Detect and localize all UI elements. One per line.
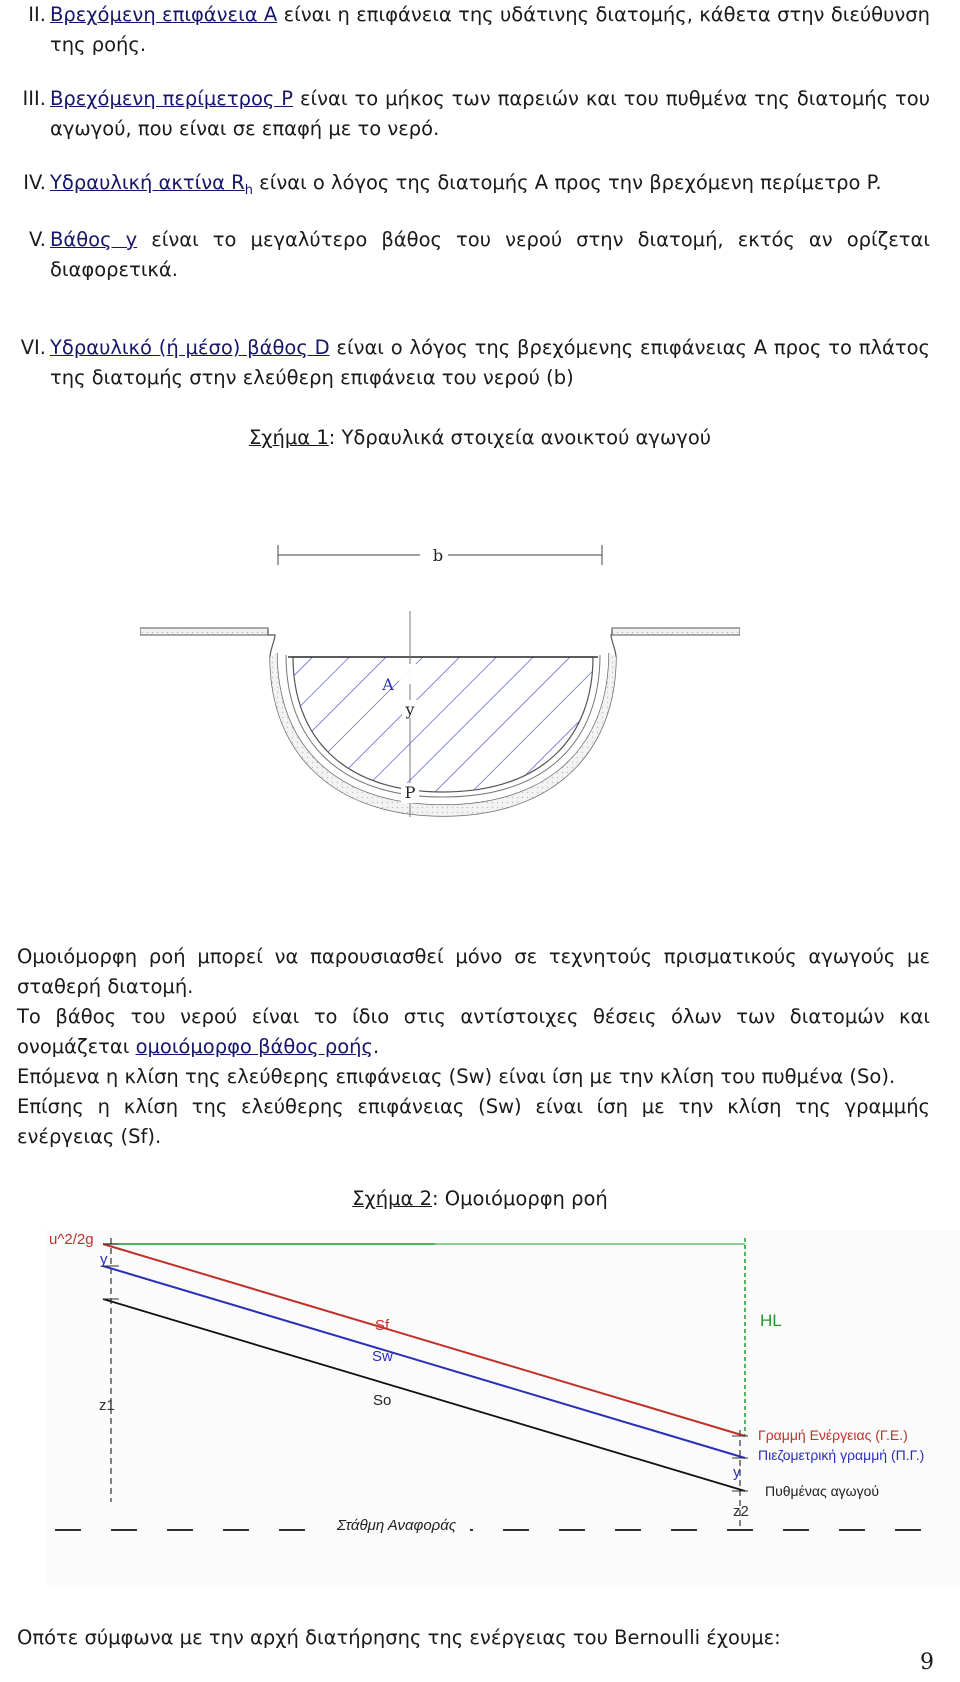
- label-HL: HL: [760, 1311, 782, 1330]
- definition-description: είναι ο λόγος της βρεχόμενης επιφάνειας A προς το πλάτος της διατομής στην ελεύθερη επιφάνεια του νερού (b): [50, 336, 930, 389]
- figure1-caption-text: : Υδραυλικά στοιχεία ανοικτού αγωγού: [328, 426, 712, 449]
- left-bank: [140, 628, 268, 635]
- figure1-caption: [0, 423, 960, 453]
- label-channel-bottom: Πυθμένας αγωγού: [765, 1483, 880, 1499]
- definition-text: [50, 333, 930, 393]
- figure1-cross-section: [140, 535, 740, 835]
- figure2-caption-text: : Ομοιόμορφη ροή: [432, 1187, 608, 1210]
- definition-description: είναι η επιφάνεια της υδάτινης διατομής, κάθετα στην διεύθυνση της ροής.: [50, 3, 930, 56]
- definition-term: Υδραυλικό (ή μέσο) βάθος D: [50, 336, 330, 359]
- dimension-b: [278, 545, 602, 565]
- figure2-caption: [0, 1184, 960, 1214]
- paragraph-text: .: [372, 1035, 380, 1058]
- paragraph-text: Ομοιόμορφη ροή μπορεί να παρουσιασθεί μόνο σε τεχνητούς πρισματικούς αγωγούς με σταθερή διατομή.: [17, 945, 930, 998]
- definition-description: είναι ο λόγος της διατομής A προς την βρεχόμενη περίμετρο P.: [252, 171, 882, 194]
- label-datum: Στάθμη Αναφοράς: [337, 1517, 457, 1534]
- label-z1: z1: [99, 1397, 115, 1414]
- label-A: A: [382, 675, 394, 694]
- definition-number: VI.: [20, 336, 46, 359]
- paragraph-uniform-flow: [17, 942, 930, 1002]
- definition-number: III.: [22, 87, 46, 110]
- paragraph-bernoulli: [17, 1623, 947, 1653]
- definition-term: Βρεχόμενη επιφάνεια Α: [50, 3, 278, 26]
- label-velocity-head: u^2/2g: [49, 1231, 94, 1248]
- paragraph-slope-bottom: [17, 1062, 957, 1092]
- label-P: P: [404, 783, 416, 802]
- right-bank: [612, 628, 740, 635]
- definition-term: Βάθος y: [50, 228, 138, 251]
- definition-text: [50, 84, 930, 144]
- definition-number: V.: [28, 228, 46, 251]
- label-Sw: Sw: [372, 1348, 393, 1365]
- paragraph-text: Το βάθος του νερού είναι το ίδιο στις αντίστοιχες θέσεις όλων των διατομών και ονομάζεται: [17, 1005, 930, 1058]
- label-piezometric-line: Πιεζομετρική γραμμή (Π.Γ.): [758, 1447, 925, 1463]
- paragraph-text: Οπότε σύμφωνα με την αρχή διατήρησης της ενέργειας του Bernoulli έχουμε:: [17, 1626, 781, 1649]
- page-number: 9: [920, 1650, 934, 1675]
- definition-term: Βρεχόμενη περίμετρος P: [50, 87, 294, 110]
- label-So: So: [373, 1392, 392, 1409]
- label-energy-line: Γραμμή Ενέργειας (Γ.Ε.): [758, 1427, 908, 1443]
- figure2-uniform-flow: [45, 1230, 960, 1585]
- definition-text: [50, 168, 930, 206]
- label-b: b: [432, 546, 444, 565]
- figure1-caption-label: Σχήμα 1: [248, 426, 329, 449]
- definition-text: [50, 225, 930, 285]
- label-z2: z2: [733, 1503, 749, 1520]
- definition-number: II.: [28, 3, 46, 26]
- paragraph-depth: [17, 1002, 930, 1062]
- paragraph-slope-energy: [17, 1092, 930, 1152]
- paragraph-text: Επίσης η κλίση της ελεύθερης επιφάνειας (Sw) είναι ίση με την κλίση της γραμμής ενέργειας (Sf).: [17, 1095, 930, 1148]
- label-y-left: y: [100, 1251, 108, 1268]
- label-y-right: y: [733, 1464, 741, 1481]
- definition-description: είναι το μεγαλύτερο βάθος του νερού στην διατομή, εκτός αν ορίζεται διαφορετικά.: [50, 228, 930, 281]
- definition-term: Υδραυλική ακτίνα $R_h$: [50, 171, 253, 198]
- definition-text: [50, 0, 930, 60]
- label-y: y: [405, 700, 415, 719]
- paragraph-text: Επόμενα η κλίση της ελεύθερης επιφάνειας (Sw) είναι ίση με την κλίση του πυθμένα (So).: [17, 1065, 896, 1088]
- label-Sf: Sf: [375, 1317, 390, 1334]
- figure2-caption-label: Σχήμα 2: [352, 1187, 432, 1210]
- definition-number: IV.: [23, 171, 46, 194]
- uniform-depth-term: ομοιόμορφο βάθος ροής: [135, 1035, 373, 1058]
- definition-description: είναι το μήκος των παρειών και του πυθμένα της διατομής του αγωγού, που είναι σε επαφή με το νερό.: [50, 87, 930, 140]
